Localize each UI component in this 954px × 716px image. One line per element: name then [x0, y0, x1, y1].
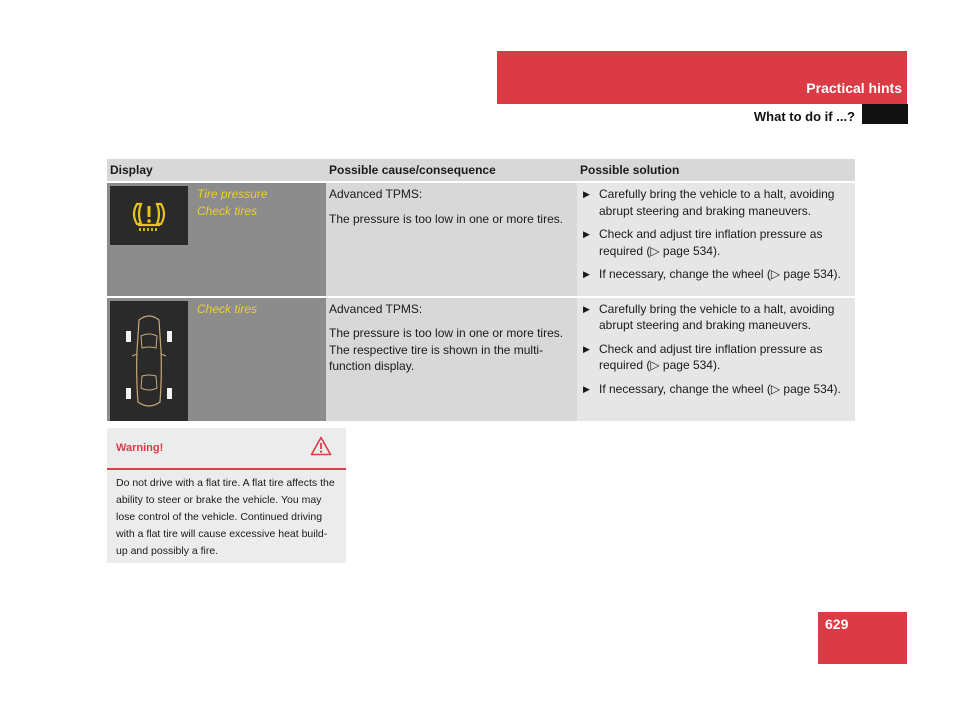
- warning-box: [107, 428, 346, 563]
- solution-item: [580, 186, 852, 219]
- warning-triangle-icon: [310, 436, 332, 461]
- solution-text: Check and adjust tire inflation pressure as required (▷ page 534).: [599, 341, 823, 372]
- solution-text: If necessary, change the wheel (▷ page 534).: [599, 381, 841, 396]
- column-header: Display: [107, 159, 326, 182]
- bullet-icon: ▶: [583, 189, 590, 199]
- solution-item: [580, 341, 852, 374]
- page-number: 629: [825, 616, 849, 632]
- cause-cell: [326, 182, 577, 297]
- warning-label: Warning!: [116, 442, 164, 454]
- solution-text: If necessary, change the wheel (▷ page 534).: [599, 267, 841, 281]
- page-number-box: [818, 612, 907, 664]
- bullet-icon: ▶: [583, 229, 590, 239]
- bullet-icon: ▶: [583, 383, 590, 394]
- column-header: Possible solution: [577, 159, 855, 182]
- subsection-title: What to do if ...?: [753, 109, 855, 124]
- solution-item: [580, 266, 852, 283]
- cause-text: Advanced TPMS:: [329, 301, 423, 316]
- solution-item: [580, 301, 852, 334]
- bullet-icon: ▶: [583, 343, 590, 354]
- car-tire-diagram-icon: [110, 301, 188, 421]
- solution-text: Carefully bring the vehicle to a halt, avoiding abrupt steering and braking maneuvers.: [599, 187, 835, 218]
- cause-text: The pressure is too low in one or more tires. The respective tire is shown in the multi-function display.: [329, 326, 564, 373]
- display-label: Tire pressure: [197, 187, 268, 201]
- solution-cell: [577, 182, 855, 297]
- bullet-icon: ▶: [583, 303, 590, 314]
- column-header: Possible cause/consequence: [326, 159, 577, 182]
- display-label: Check tires: [197, 203, 258, 218]
- display-cell: [107, 182, 326, 297]
- solution-text: Check and adjust tire inflation pressure as required (▷ page 534).: [599, 227, 823, 258]
- cause-text: The pressure is too low in one or more tires.: [329, 211, 564, 226]
- tpms-table: [107, 159, 855, 423]
- warning-header: [107, 428, 346, 470]
- section-title: Practical hints: [806, 80, 902, 96]
- warning-text: Do not drive with a flat tire. A flat tire affects the ability to steer or brake the vehicle. You may lose control of the vehicle. Continued driving with a flat tire will cause excessive heat build-up and possibly a fire.: [116, 477, 335, 557]
- cause-text: Advanced TPMS:: [329, 187, 423, 201]
- tire-pressure-warning-icon: [110, 186, 188, 245]
- solution-item: [580, 226, 852, 259]
- solution-cell: [577, 297, 855, 422]
- display-cell: [107, 297, 326, 422]
- section-header-bar: [497, 51, 907, 104]
- table-row: [107, 182, 855, 297]
- solution-text: Carefully bring the vehicle to a halt, avoiding abrupt steering and braking maneuvers.: [599, 301, 835, 332]
- table-row: [107, 297, 855, 422]
- subsection-marker: [862, 104, 908, 124]
- cause-cell: [326, 297, 577, 422]
- solution-item: [580, 381, 852, 398]
- table-header-row: [107, 159, 855, 182]
- bullet-icon: ▶: [583, 269, 590, 279]
- display-label: Check tires: [197, 301, 258, 316]
